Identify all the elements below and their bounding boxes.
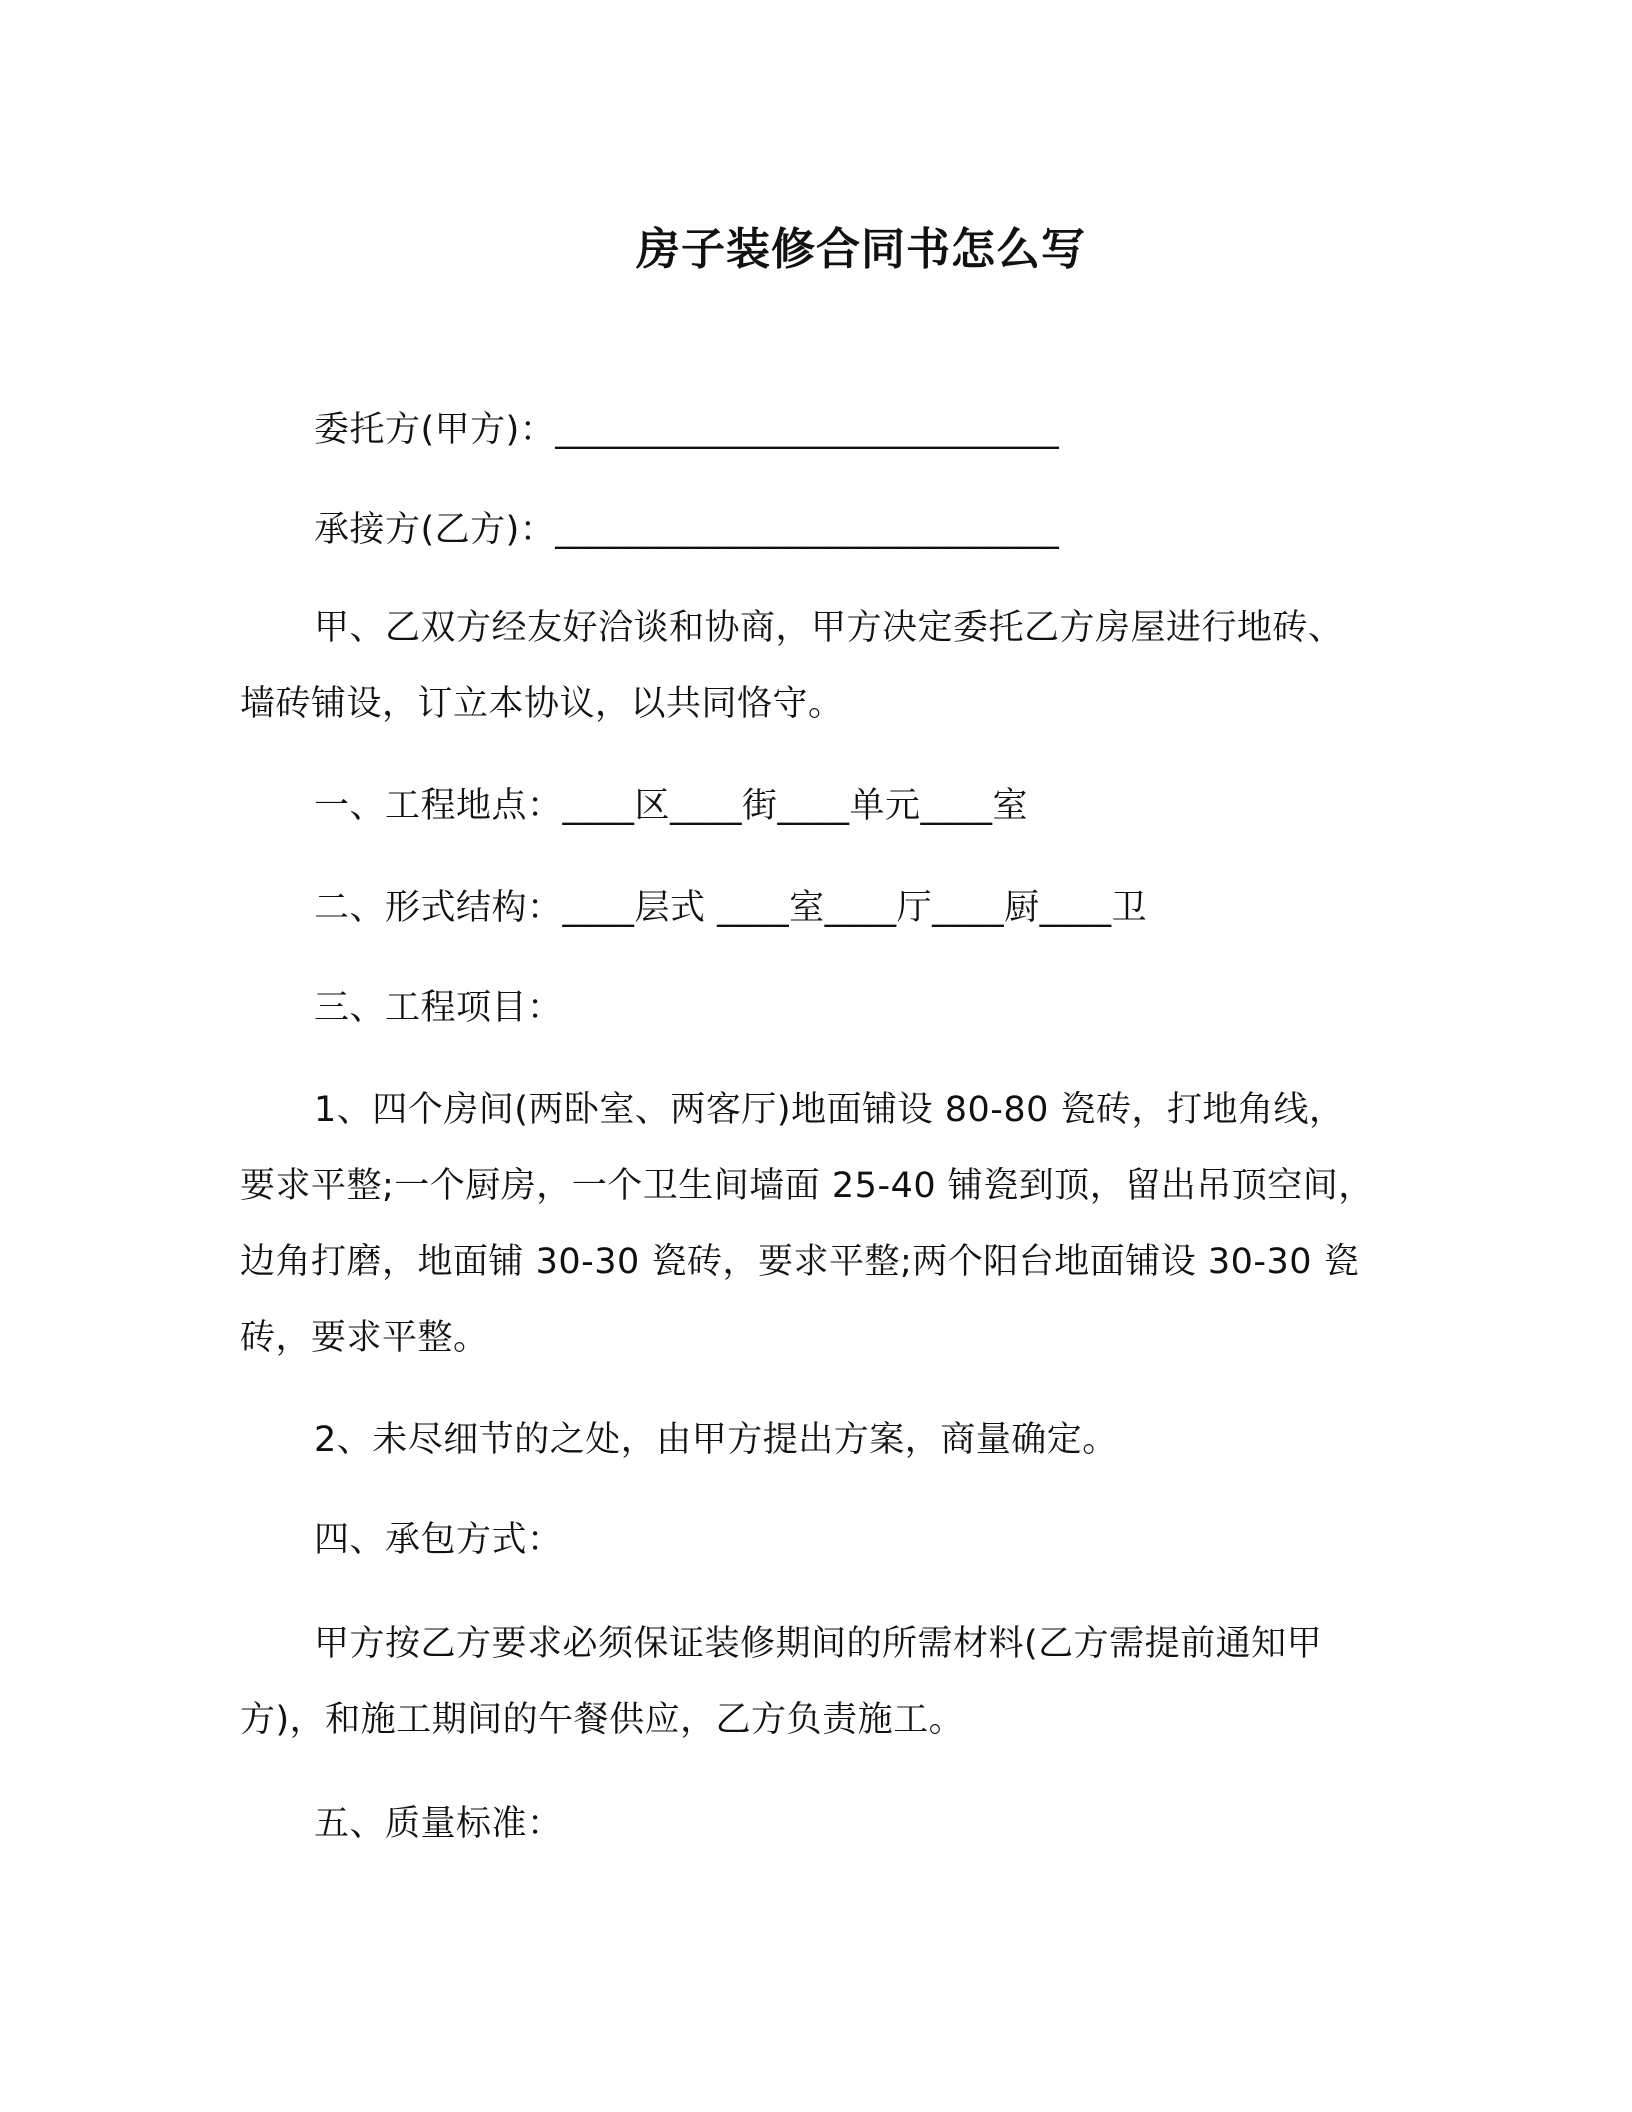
section-1-project-location: 一、工程地点：____区____街____单元____室: [314, 786, 1029, 826]
section-2-structure: 二、形式结构：____层式 ____室____厅____厨____卫: [314, 888, 1148, 928]
intro-paragraph-line-1: 甲、乙双方经友好洽谈和协商，甲方决定委托乙方房屋进行地砖、: [314, 608, 1344, 648]
section-5-heading: 五、质量标准：: [314, 1804, 563, 1844]
section-4-paragraph-line-1: 甲方按乙方要求必须保证装修期间的所需材料(乙方需提前通知甲: [314, 1624, 1323, 1664]
contractor-party-line: 承接方(乙方)：____________________________: [314, 510, 1060, 550]
section-3-heading: 三、工程项目：: [314, 988, 563, 1028]
item-1-line-3: 边角打磨，地面铺 30-30 瓷砖，要求平整;两个阳台地面铺设 30-30 瓷: [240, 1242, 1360, 1282]
item-1-line-1: 1、四个房间(两卧室、两客厅)地面铺设 80-80 瓷砖，打地角线，: [314, 1090, 1345, 1130]
intro-paragraph-line-2: 墙砖铺设，订立本协议，以共同恪守。: [240, 684, 844, 724]
item-2-line: 2、未尽细节的之处，由甲方提出方案，商量确定。: [314, 1420, 1118, 1460]
section-4-heading: 四、承包方式：: [314, 1520, 563, 1560]
item-1-line-2: 要求平整;一个厨房，一个卫生间墙面 25-40 铺瓷到顶，留出吊顶空间，: [240, 1166, 1374, 1206]
item-1-line-4: 砖，要求平整。: [240, 1318, 489, 1358]
section-4-paragraph-line-2: 方)，和施工期间的午餐供应，乙方负责施工。: [240, 1700, 965, 1740]
document-title: 房子装修合同书怎么写: [636, 224, 1086, 275]
client-party-line: 委托方(甲方)：____________________________: [314, 410, 1060, 450]
